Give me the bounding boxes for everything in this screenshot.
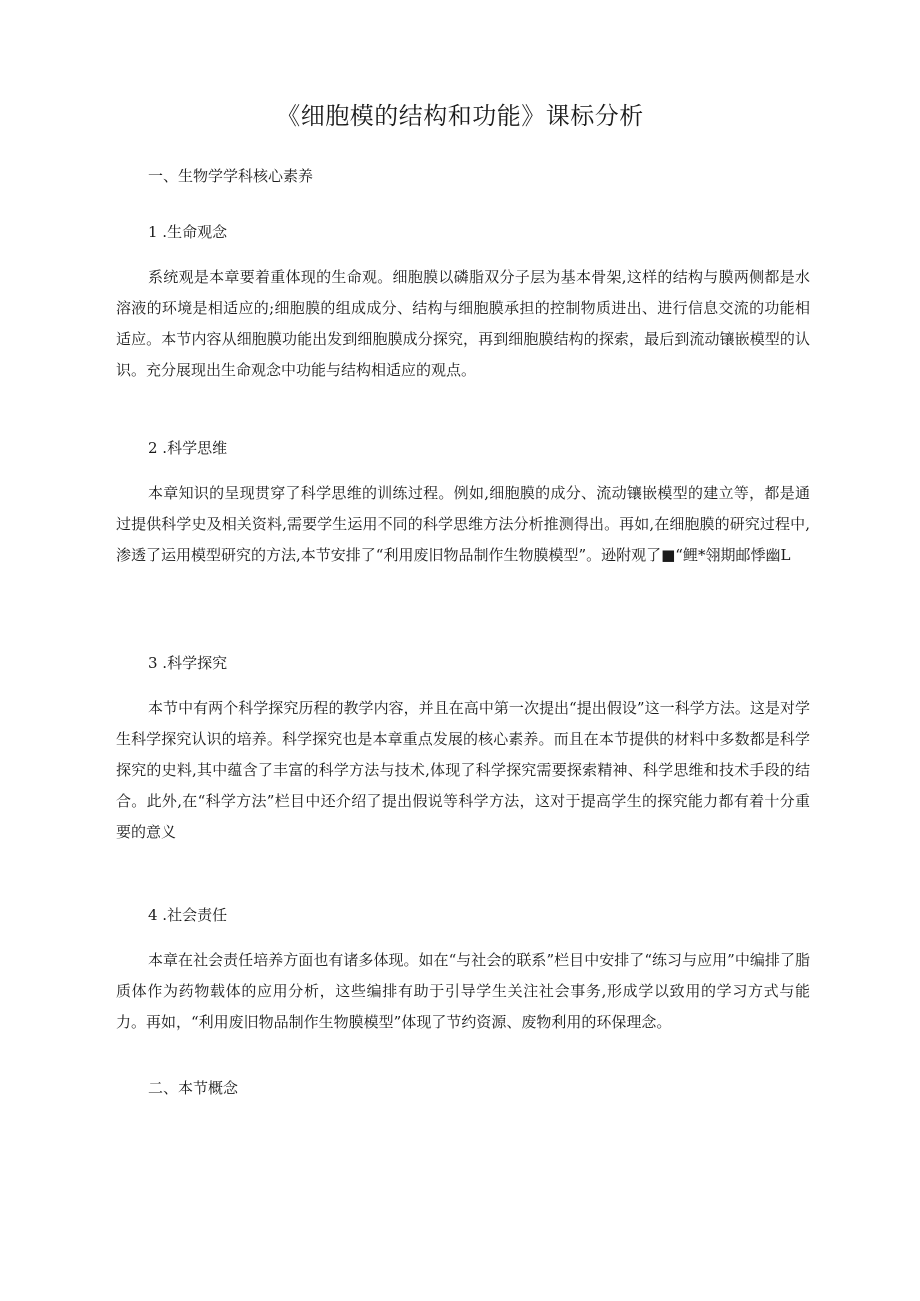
item-heading-social-responsibility: 4 .社会责任 xyxy=(148,906,228,924)
section-heading-core-literacy: 一、生物学学科核心素养 xyxy=(148,167,314,185)
paragraph-text: 本章知识的呈现贯穿了科学思维的训练过程。例如,细胞膜的成分、流动镶嵌模型的建立等，都是通过提供科学史及相关资料,需要学生运用不同的科学思维方法分析推测得出。再如,在细胞膜的研究过程中,渗透了运用模型研究的方法,本节安排了“利用废旧物品制作生物膜模型”。逊附观了■“鲤*翎期邮悸幽L xyxy=(116,484,810,564)
paragraph-text: 本节中有两个科学探究历程的教学内容，并且在高中第一次提出“提出假设”这一科学方法。这是对学生科学探究认识的培养。科学探究也是本章重点发展的核心素养。而且在本节提供的材料中多数都是科学探究的史料,其中蕴含了丰富的科学方法与技术,体现了科学探究需要探索精神、科学思维和技术手段的结合。此外,在“科学方法”栏目中还介绍了提出假说等科学方法，这对于提高学生的探究能力都有着十分重要的意义 xyxy=(116,699,810,841)
document-title: 《细胞模的结构和功能》课标分析 xyxy=(276,102,644,130)
item-heading-scientific-inquiry: 3 .科学探究 xyxy=(148,654,228,672)
item-heading-scientific-thinking: 2 .科学思维 xyxy=(148,439,228,457)
paragraph-social-responsibility xyxy=(116,945,810,1038)
item-heading-life-concept: 1 .生命观念 xyxy=(148,223,228,241)
paragraph-scientific-inquiry xyxy=(116,693,810,848)
section-heading-section-concepts: 二、本节概念 xyxy=(148,1079,239,1097)
paragraph-text: 本章在社会责任培养方面也有诸多体现。如在“与社会的联系”栏目中安排了“练习与应用”中编排了脂质体作为药物载体的应用分析，这些编排有助于引导学生关注社会事务,形成学以致用的学习方式与能力。再如，“利用废旧物品制作生物膜模型”体现了节约资源、废物利用的环保理念。 xyxy=(116,951,810,1031)
paragraph-scientific-thinking xyxy=(116,478,810,571)
paragraph-life-concept xyxy=(116,262,810,386)
paragraph-text: 系统观是本章要着重体现的生命观。细胞膜以磷脂双分子层为基本骨架,这样的结构与膜两侧都是水溶液的环境是相适应的;细胞膜的组成成分、结构与细胞膜承担的控制物质进出、进行信息交流的功能相适应。本节内容从细胞膜功能出发到细胞膜成分探究，再到细胞膜结构的探索，最后到流动镶嵌模型的认识。充分展现出生命观念中功能与结构相适应的观点。 xyxy=(116,268,810,379)
